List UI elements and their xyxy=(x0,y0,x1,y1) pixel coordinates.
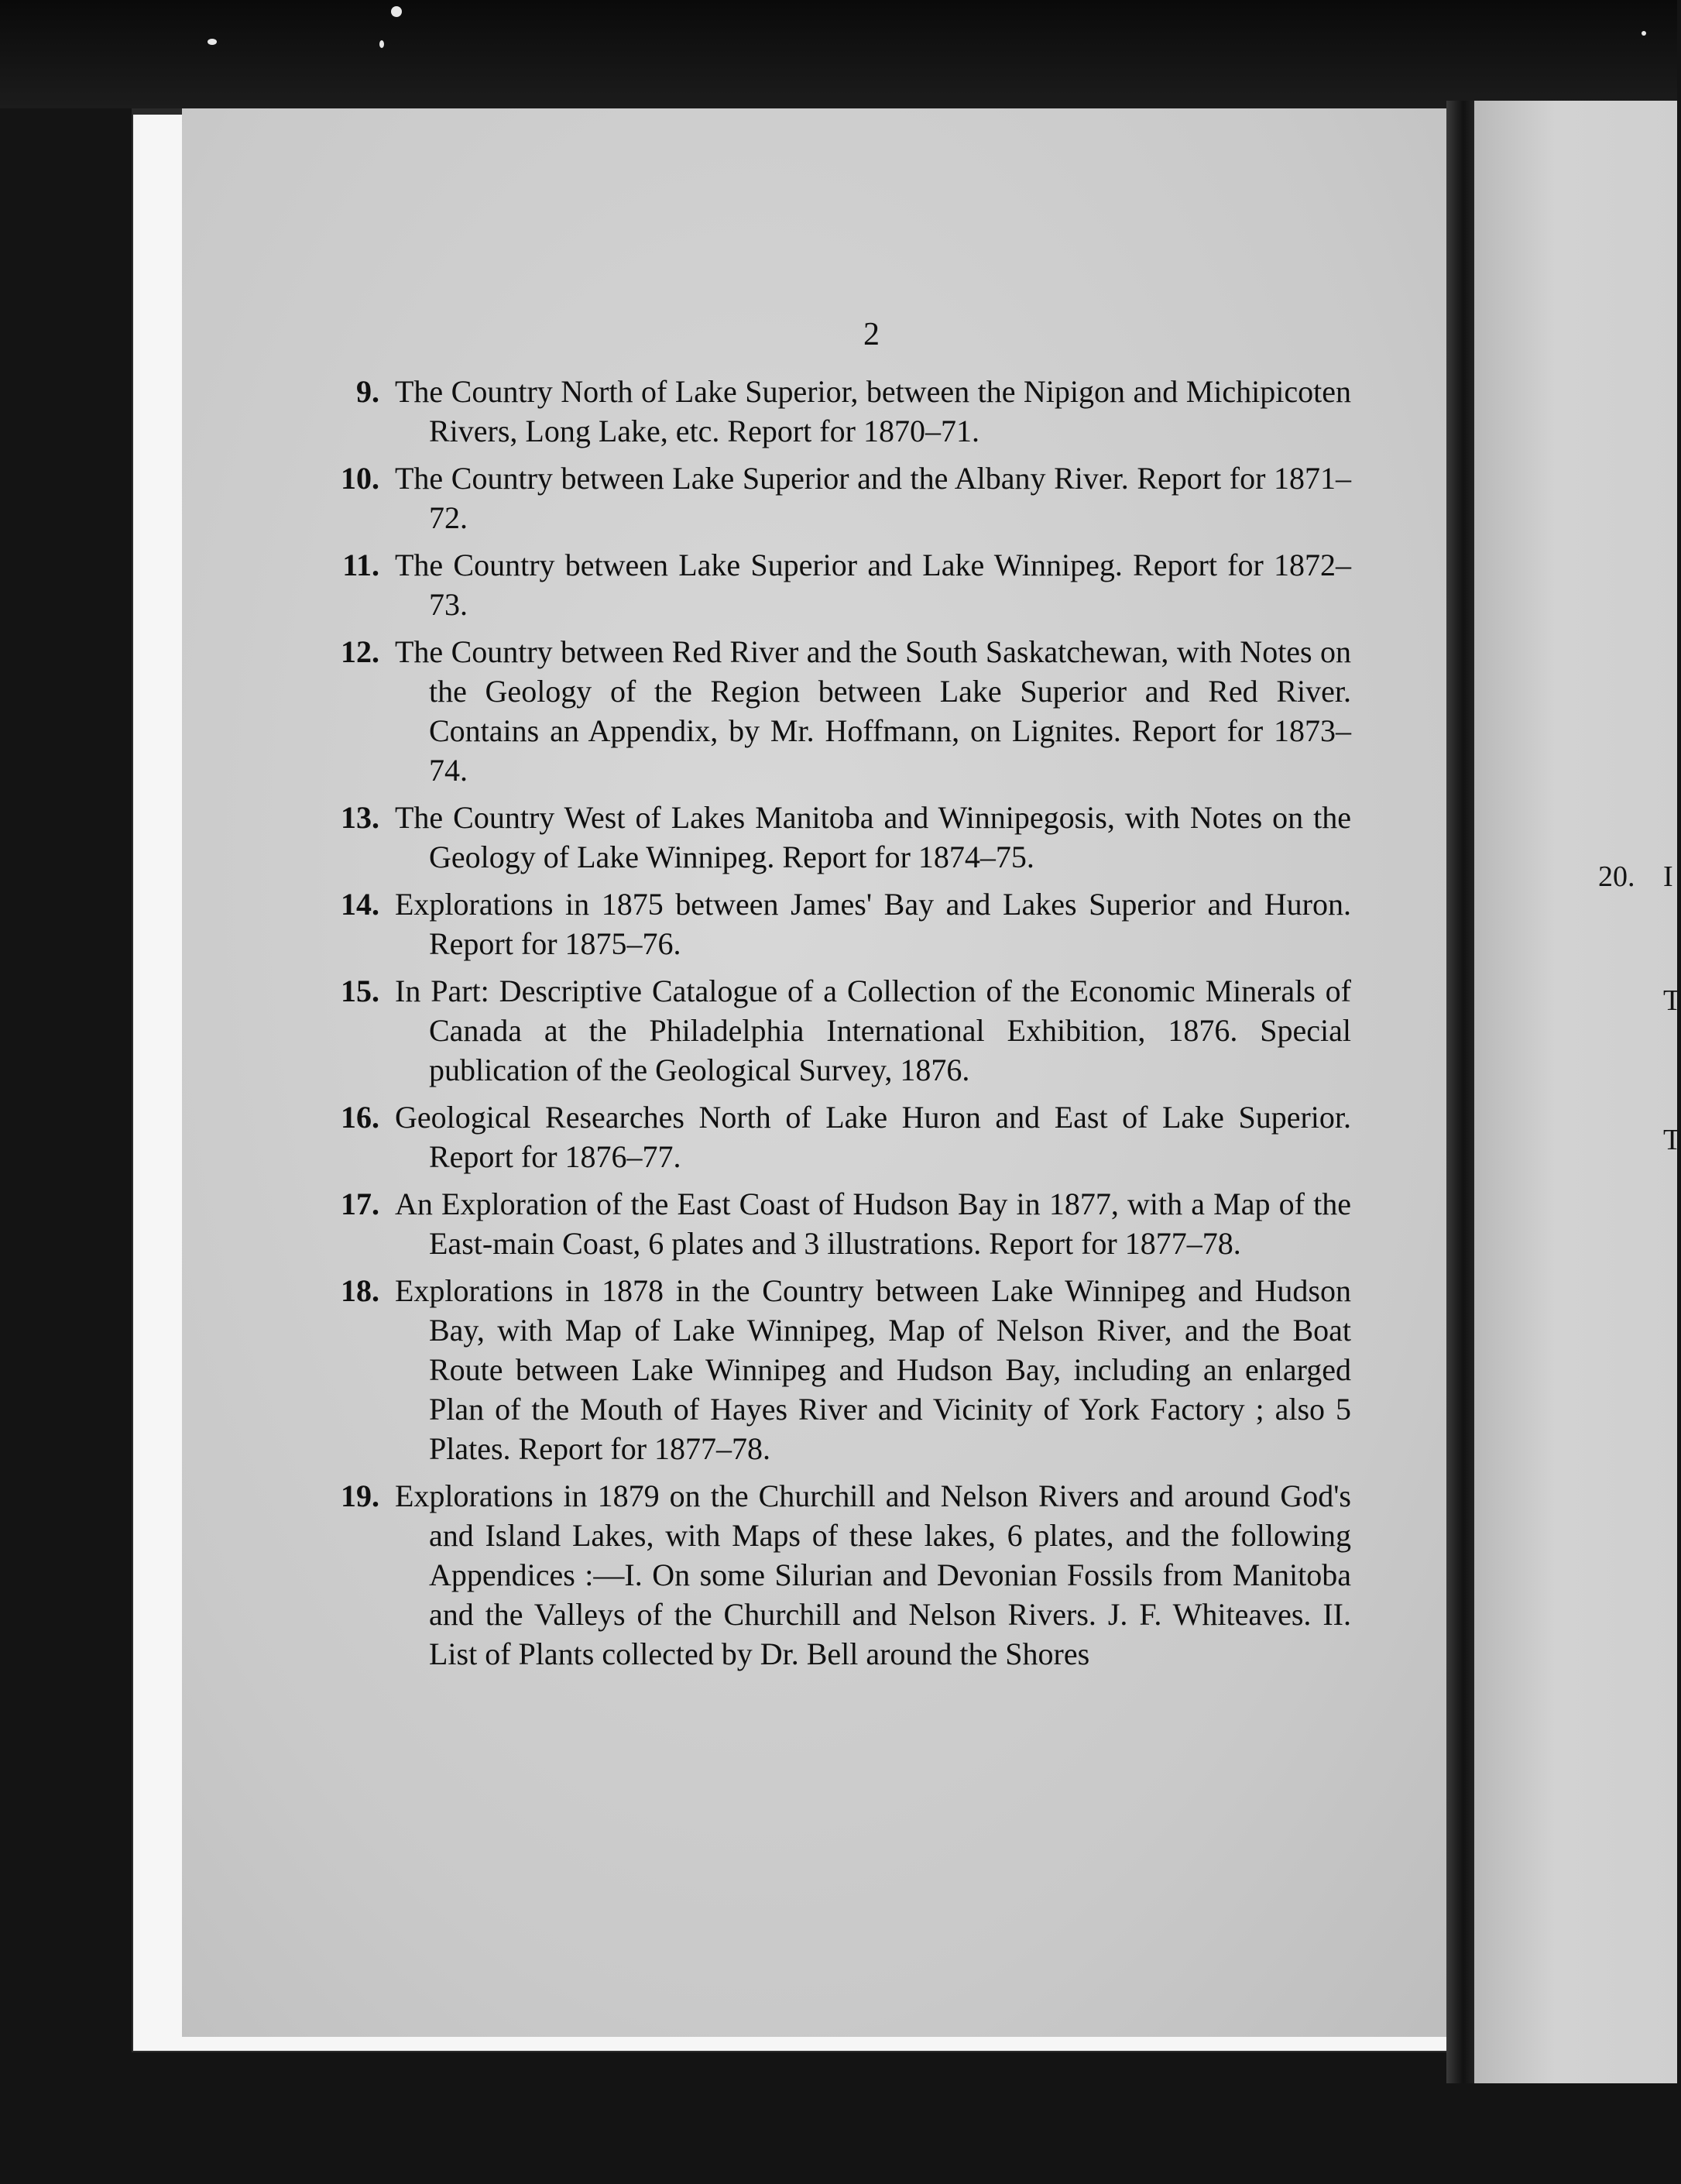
catalogue-entry xyxy=(341,1184,1351,1263)
entry-text: Explorations in 1879 on the Churchill and Nelson Rivers and around God's and Island Lakes, with Maps of these lakes, 6 plates, and the following Appendices :—I. On some Silurian and Devonian Fossils from Manitoba and the Valleys of the Churchill and Nelson Rivers. J. F. Whiteaves. II. List of Plants collected by Dr. Bell around the Shores xyxy=(395,1478,1351,1671)
catalogue-entry xyxy=(341,1097,1351,1176)
catalogue-entry xyxy=(356,372,1351,451)
catalogue-entry xyxy=(341,1476,1351,1674)
film-speck xyxy=(379,40,384,48)
catalogue-entry xyxy=(341,884,1351,963)
catalogue-entry xyxy=(341,971,1351,1090)
entry-number: 17. xyxy=(341,1186,379,1221)
entry-text: The Country West of Lakes Manitoba and Winnipegosis, with Notes on the Geology of Lake Winnipeg. Report for 1874–75. xyxy=(395,800,1351,874)
entry-number: 9. xyxy=(356,374,379,409)
entry-number: 10. xyxy=(341,461,379,496)
catalogue-entry xyxy=(342,545,1351,624)
entry-text: Explorations in 1875 between James' Bay and Lakes Superior and Huron. Report for 1875–76. xyxy=(395,887,1351,961)
entry-text: The Country North of Lake Superior, between the Nipigon and Michipicoten Rivers, Long Lake, etc. Report for 1870–71. xyxy=(395,374,1351,448)
entry-number: 14. xyxy=(341,887,379,922)
entry-number: 16. xyxy=(341,1100,379,1135)
film-speck xyxy=(1642,31,1646,36)
film-edge-top xyxy=(0,0,1677,108)
entry-text: The Country between Lake Superior and the Albany River. Report for 1871–72. xyxy=(395,461,1351,535)
film-speck xyxy=(208,39,217,45)
adjacent-text-fragment: T xyxy=(1663,1124,1681,1156)
entry-number: 12. xyxy=(341,634,379,669)
catalogue-entry xyxy=(341,458,1351,537)
book-spine xyxy=(1446,101,1474,2083)
catalogue-list xyxy=(341,372,1351,1681)
catalogue-entry xyxy=(341,632,1351,790)
adjacent-text-fragment: I xyxy=(1663,860,1673,893)
page-number: 2 xyxy=(863,317,880,352)
adjacent-text-fragment: T xyxy=(1663,984,1681,1017)
entry-text: The Country between Lake Superior and Lake Winnipeg. Report for 1872–73. xyxy=(395,548,1351,622)
entry-text: An Exploration of the East Coast of Hudson Bay in 1877, with a Map of the East-main Coast, 6 plates and 3 illustrations. Report for 1877–78. xyxy=(395,1186,1351,1261)
entry-number: 19. xyxy=(341,1478,379,1513)
entry-text: Explorations in 1878 in the Country between Lake Winnipeg and Hudson Bay, with Map of Lake Winnipeg, Map of Nelson River, and the Boat Route between Lake Winnipeg and Hudson Bay, including an enlarged Plan of the Mouth of Hayes River and Vicinity of York Factory ; also 5 Plates. Report for 1877–78. xyxy=(395,1273,1351,1466)
catalogue-entry xyxy=(341,1271,1351,1468)
film-speck xyxy=(391,6,402,17)
adjacent-entry-number: 20. xyxy=(1598,860,1635,893)
entry-text: In Part: Descriptive Catalogue of a Collection of the Economic Minerals of Canada at the Philadelphia International Exhibition, 1876. Special publication of the Geological Survey, 1876. xyxy=(395,974,1351,1087)
entry-number: 13. xyxy=(341,800,379,835)
entry-text: The Country between Red River and the South Saskatchewan, with Notes on the Geology of the Region between Lake Superior and Red River. Contains an Appendix, by Mr. Hoffmann, on Lignites. Report for 1873–74. xyxy=(395,634,1351,788)
catalogue-entry xyxy=(341,798,1351,877)
entry-number: 11. xyxy=(342,548,379,582)
entry-number: 15. xyxy=(341,974,379,1008)
adjacent-page xyxy=(1474,101,1681,2083)
entry-number: 18. xyxy=(341,1273,379,1308)
entry-text: Geological Researches North of Lake Huron and East of Lake Superior. Report for 1876–77. xyxy=(395,1100,1351,1174)
